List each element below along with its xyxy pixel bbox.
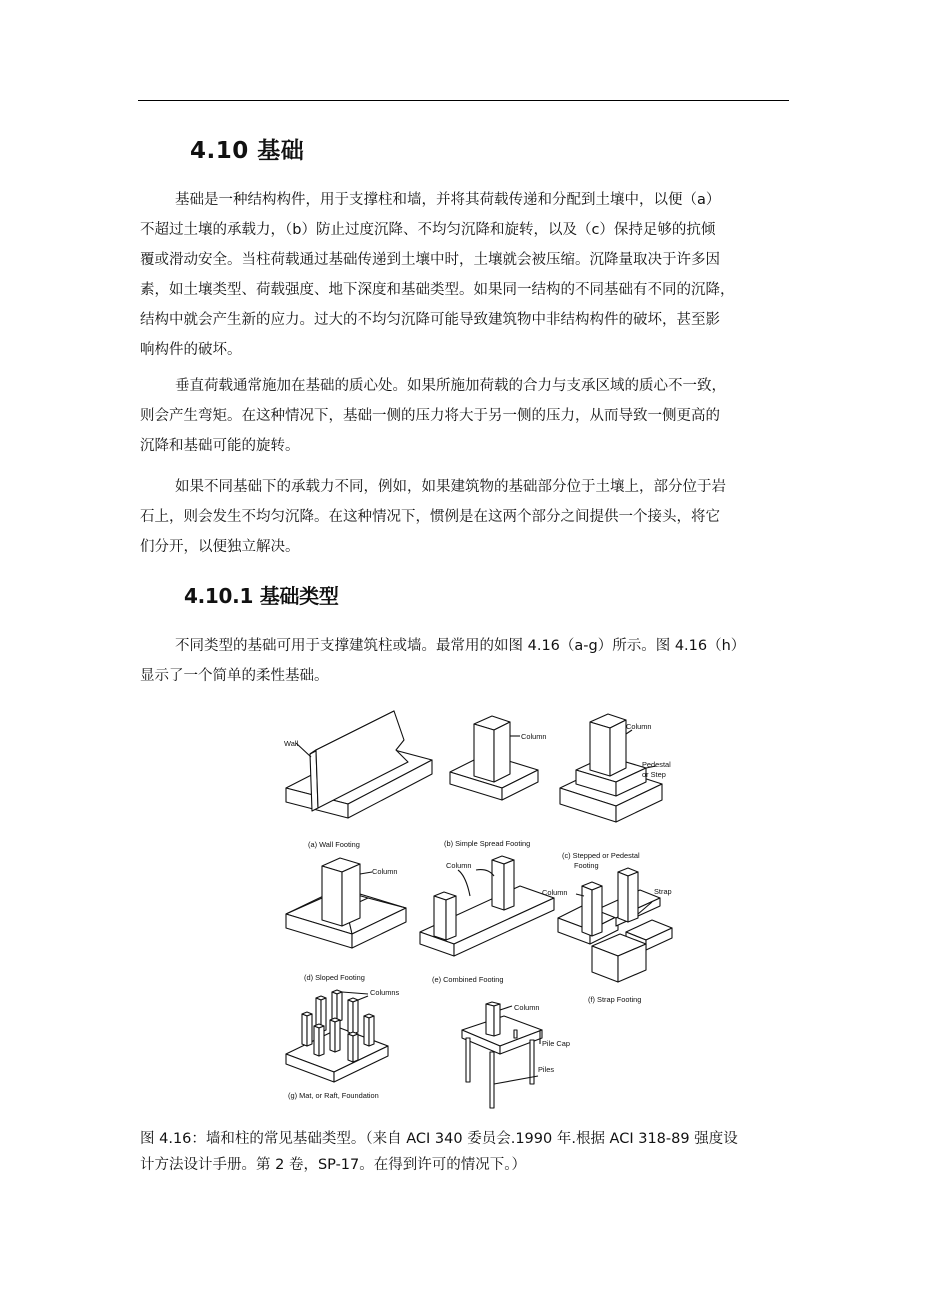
caption-d: (d) Sloped Footing — [304, 973, 365, 982]
label-piles: Piles — [538, 1065, 555, 1074]
paragraph-line: 结构中就会产生新的应力。过大的不均匀沉降可能导致建筑物中非结构构件的破坏，甚至影 — [140, 312, 720, 328]
paragraph-line: 响构件的破坏。 — [140, 342, 242, 358]
caption-line: 图 4.16：墙和柱的常见基础类型。（来自 ACI 340 委员会.1990 年.根据 ACI 318-89 强度设 — [140, 1131, 738, 1147]
pile-cap-drawing — [462, 1002, 542, 1108]
caption-e: (e) Combined Footing — [432, 975, 504, 984]
label-column-d: Column — [372, 867, 398, 876]
label-wall: Wall — [284, 739, 299, 748]
spread-footing-drawing — [450, 716, 538, 800]
paragraph-line: 基础是一种结构构件，用于支撑柱和墙，并将其荷载传递和分配到土壤中，以便（a） — [175, 192, 721, 208]
label-columns-g: Columns — [370, 988, 400, 997]
strap-footing-drawing — [558, 868, 672, 982]
paragraph-line: 石上，则会发生不均匀沉降。在这种情况下，惯例是在这两个部分之间提供一个接头，将它 — [140, 509, 720, 525]
paragraph-line: 不超过土壤的承载力，（b）防止过度沉降、不均匀沉降和旋转，以及（c）保持足够的抗倾 — [140, 222, 716, 238]
paragraph-3 — [140, 472, 791, 562]
wall-footing-drawing — [286, 711, 432, 818]
header-rule — [138, 100, 789, 101]
caption-f: (f) Strap Footing — [588, 995, 642, 1004]
label-pile-cap: Pile Cap — [542, 1039, 570, 1048]
label-or-step: or Step — [642, 770, 666, 779]
paragraph-4 — [140, 631, 791, 691]
figure-caption — [140, 1126, 791, 1178]
caption-c2: Footing — [574, 861, 599, 870]
paragraph-line: 如果不同基础下的承载力不同，例如，如果建筑物的基础部分位于土壤上，部分位于岩 — [175, 479, 726, 495]
caption-g: (g) Mat, or Raft, Foundation — [288, 1091, 379, 1100]
paragraph-line: 显示了一个简单的柔性基础。 — [140, 668, 329, 684]
section-title: 4.10 基础 — [190, 138, 305, 164]
paragraph-1 — [140, 185, 791, 365]
label-column-b: Column — [521, 732, 547, 741]
label-strap: Strap — [654, 887, 672, 896]
label-column-e: Column — [446, 861, 472, 870]
caption-c1: (c) Stepped or Pedestal — [562, 851, 640, 860]
label-column-h: Column — [514, 1003, 540, 1012]
label-column-f: Column — [542, 888, 568, 897]
mat-foundation-drawing — [286, 990, 388, 1082]
footing-types-figure — [276, 700, 686, 1112]
subsection-title: 4.10.1 基础类型 — [184, 584, 339, 608]
paragraph-line: 沉降和基础可能的旋转。 — [140, 438, 300, 454]
paragraph-2 — [140, 371, 791, 461]
combined-footing-drawing — [420, 856, 554, 956]
paragraph-line: 则会产生弯矩。在这种情况下，基础一侧的压力将大于另一侧的压力，从而导致一侧更高的 — [140, 408, 720, 424]
caption-line: 计方法设计手册。第 2 卷，SP-17。在得到许可的情况下。） — [140, 1157, 527, 1173]
paragraph-line: 素，如土壤类型、荷载强度、地下深度和基础类型。如果同一结构的不同基础有不同的沉降， — [140, 282, 735, 298]
caption-a: (a) Wall Footing — [308, 840, 360, 849]
paragraph-line: 垂直荷载通常施加在基础的质心处。如果所施加荷载的合力与支承区域的质心不一致， — [175, 378, 726, 394]
paragraph-line: 们分开，以便独立解决。 — [140, 539, 300, 555]
paragraph-line: 覆或滑动安全。当柱荷载通过基础传递到土壤中时，土壤就会被压缩。沉降量取决于许多因 — [140, 252, 720, 268]
label-pedestal: Pedestal — [642, 760, 671, 769]
paragraph-line: 不同类型的基础可用于支撑建筑柱或墙。最常用的如图 4.16（a-g）所示。图 4.16（h） — [175, 638, 746, 654]
caption-b: (b) Simple Spread Footing — [444, 839, 531, 848]
label-column-c: Column — [626, 722, 652, 731]
